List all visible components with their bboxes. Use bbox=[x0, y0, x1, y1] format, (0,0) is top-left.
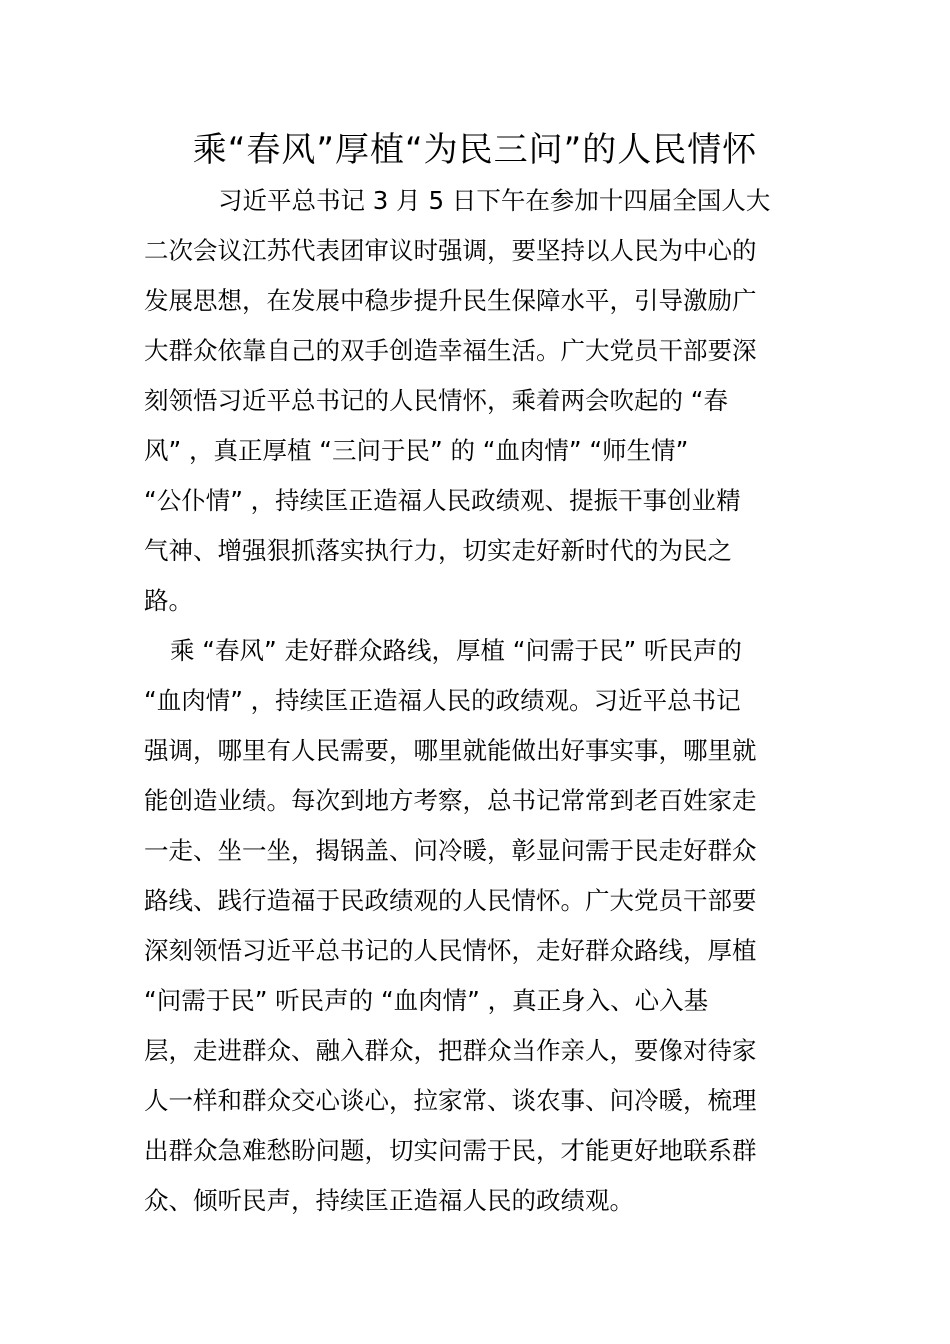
paragraph-2-line-6: 路线、践行造福于民政绩观的人民情怀。广大党员干部要 bbox=[144, 886, 757, 915]
paragraph-2-line-5: 一走、坐一坐，揭锅盖、问冷暖，彰显问需于民走好群众 bbox=[144, 836, 757, 865]
paragraph-1-line-9: 路。 bbox=[144, 586, 193, 615]
document-title: 乘“春风”厚植“为民三问”的人民情怀 bbox=[192, 130, 758, 170]
paragraph-2-line-4: 能创造业绩。每次到地方考察，总书记常常到老百姓家走 bbox=[144, 786, 757, 815]
paragraph-2-line-11: 出群众急难愁盼问题，切实问需于民，才能更好地联系群 bbox=[144, 1136, 757, 1165]
paragraph-2-line-12: 众、倾听民声，持续匡正造福人民的政绩观。 bbox=[144, 1186, 634, 1215]
paragraph-2-line-7: 深刻领悟习近平总书记的人民情怀，走好群众路线，厚植 bbox=[144, 936, 757, 965]
paragraph-2-line-3: 强调，哪里有人民需要，哪里就能做出好事实事，哪里就 bbox=[144, 736, 757, 765]
paragraph-1-line-1: 习近平总书记 3 月 5 日下午在参加十四届全国人大 bbox=[218, 186, 771, 215]
paragraph-1-line-6: 风” ，真正厚植 “三问于民” 的 “血肉情” “师生情” bbox=[144, 436, 689, 465]
paragraph-1-line-4: 大群众依靠自己的双手创造幸福生活。广大党员干部要深 bbox=[144, 336, 757, 365]
paragraph-1-line-5: 刻领悟习近平总书记的人民情怀，乘着两会吹起的 “春 bbox=[144, 386, 728, 415]
paragraph-2-line-10: 人一样和群众交心谈心，拉家常、谈农事、问冷暖，梳理 bbox=[144, 1086, 757, 1115]
paragraph-2-line-9: 层，走进群众、融入群众，把群众当作亲人，要像对待家 bbox=[144, 1036, 757, 1065]
paragraph-2-line-2: “血肉情” ，持续匡正造福人民的政绩观。习近平总书记 bbox=[144, 686, 741, 715]
paragraph-1-line-8: 气神、增强狠抓落实执行力，切实走好新时代的为民之 bbox=[144, 536, 732, 565]
paragraph-1-line-2: 二次会议江苏代表团审议时强调，要坚持以人民为中心的 bbox=[144, 236, 757, 265]
paragraph-1-line-3: 发展思想，在发展中稳步提升民生保障水平，引导激励广 bbox=[144, 286, 757, 315]
paragraph-2-line-8: “问需于民” 听民声的 “血肉情” ，真正身入、心入基 bbox=[144, 986, 709, 1015]
paragraph-1-line-7: “公仆情” ，持续匡正造福人民政绩观、提振干事创业精 bbox=[144, 486, 741, 515]
paragraph-2-line-1: 乘 “春风” 走好群众路线，厚植 “问需于民” 听民声的 bbox=[170, 636, 742, 665]
